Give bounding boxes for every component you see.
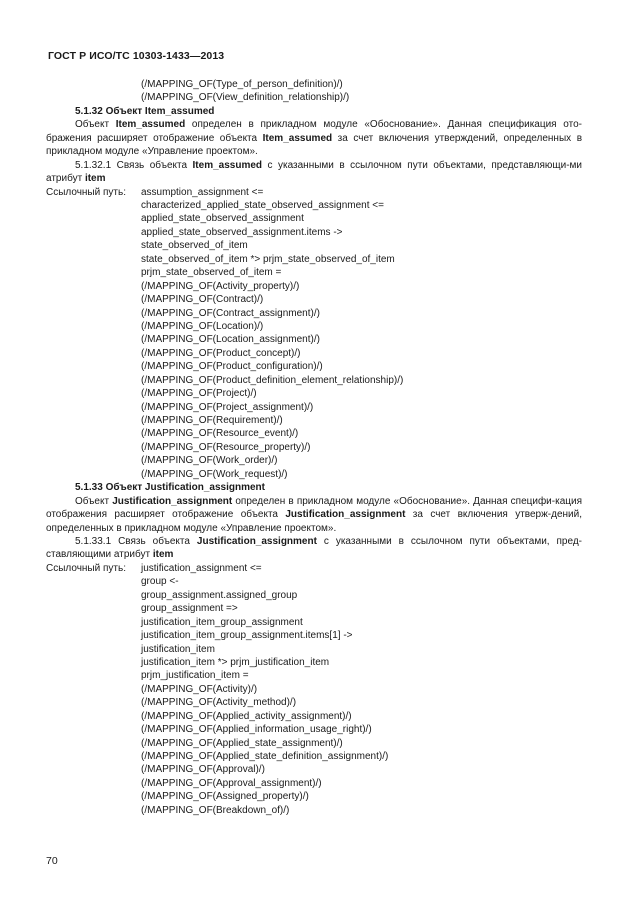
reference-path-line: (/MAPPING_OF(Approval)/): [141, 764, 265, 776]
reference-path-line: (/MAPPING_OF(Applied_state_definition_assignment)/): [141, 751, 389, 763]
paragraph-5-1-33-1: 5.1.33.1 Связь объекта Justification_assignment с указанными в ссылочном пути объектами, пред-ставляющими атрибут item: [46, 536, 582, 561]
paragraph-justification-assignment: Объект Justification_assignment определен в прикладном модуле «Обоснование». Данная специфи-кация отображения расширяет отображение объекта Justification_assignment за счет включения утверж-дений, определенных в прикладном модуле «Управление проектом».: [46, 495, 582, 534]
reference-path-line: (/MAPPING_OF(Resource_event)/): [141, 428, 299, 440]
mapping-line: (/MAPPING_OF(Type_of_person_definition)/): [141, 79, 343, 90]
reference-path-line: (/MAPPING_OF(Product_configuration)/): [141, 361, 323, 373]
reference-path-line: (/MAPPING_OF(Contract_assignment)/): [141, 307, 320, 319]
document-header: ГОСТ Р ИСО/ТС 10303-1433—2013: [48, 50, 225, 62]
section-heading-5-1-33: 5.1.33 Объект Justification_assignment: [75, 482, 265, 494]
reference-path-line: (/MAPPING_OF(Work_request)/): [141, 468, 288, 480]
reference-path-line: characterized_applied_state_observed_assignment <=: [141, 200, 384, 212]
reference-path-line: justification_item_group_assignment.items[1] ->: [141, 630, 353, 642]
page-content: [46, 78, 582, 817]
reference-path-line: (/MAPPING_OF(Location)/): [141, 320, 264, 332]
reference-path-line: prjm_justification_item =: [141, 670, 249, 682]
page-number: 70: [46, 855, 58, 867]
reference-path-line: group_assignment.assigned_group: [141, 589, 298, 601]
reference-path-label: Ссылочный путь:: [46, 186, 126, 198]
reference-path-line: applied_state_observed_assignment.items ->: [141, 226, 343, 238]
reference-path-line: (/MAPPING_OF(Resource_property)/): [141, 441, 311, 453]
reference-path-line: (/MAPPING_OF(Applied_state_assignment)/): [141, 737, 343, 749]
reference-path-line: (/MAPPING_OF(Product_definition_element_relationship)/): [141, 374, 404, 386]
reference-path-line: (/MAPPING_OF(Product_concept)/): [141, 347, 301, 359]
reference-path-line: (/MAPPING_OF(Assigned_property)/): [141, 791, 309, 803]
reference-path-line: (/MAPPING_OF(Contract)/): [141, 294, 264, 306]
paragraph-item-assumed: Объект Item_assumed определен в прикладном модуле «Обоснование». Данная спецификация ото-бражения расширяет отображение объекта Item_assumed за счет включения утверждений, определенных в прикладном модуле «Управление проектом».: [46, 119, 582, 158]
reference-path-line: prjm_state_observed_of_item =: [141, 267, 282, 279]
reference-path-row: [46, 562, 582, 575]
reference-path-line: group <-: [141, 576, 179, 588]
reference-path-line: (/MAPPING_OF(Applied_activity_assignment)/): [141, 710, 352, 722]
reference-path-line: state_observed_of_item *> prjm_state_observed_of_item: [141, 253, 395, 265]
reference-path-line: justification_item *> prjm_justification_item: [141, 656, 330, 668]
reference-path-line: (/MAPPING_OF(Activity_property)/): [141, 280, 300, 292]
reference-path-line: (/MAPPING_OF(Approval_assignment)/): [141, 777, 322, 789]
section-heading-5-1-32: 5.1.32 Объект Item_assumed: [75, 105, 215, 117]
reference-path-line: justification_assignment <=: [141, 562, 262, 574]
reference-path-line: (/MAPPING_OF(Requirement)/): [141, 415, 283, 427]
mapping-line: (/MAPPING_OF(View_definition_relationship)/): [141, 92, 350, 104]
reference-path-line: (/MAPPING_OF(Location_assignment)/): [141, 334, 320, 346]
reference-path-line: group_assignment =>: [141, 603, 238, 615]
reference-path-row: [46, 186, 582, 199]
reference-path-line: (/MAPPING_OF(Applied_information_usage_right)/): [141, 724, 372, 736]
reference-path-label: Ссылочный путь:: [46, 562, 126, 574]
reference-path-line: assumption_assignment <=: [141, 186, 264, 198]
reference-path-line: justification_item_group_assignment: [141, 616, 303, 628]
reference-path-line: (/MAPPING_OF(Work_order)/): [141, 455, 278, 467]
reference-path-line: justification_item: [141, 643, 215, 655]
reference-path-list: [46, 575, 582, 817]
reference-path-line: state_observed_of_item: [141, 240, 248, 252]
reference-path-line: (/MAPPING_OF(Activity)/): [141, 683, 258, 695]
reference-path-line: (/MAPPING_OF(Activity_method)/): [141, 697, 297, 709]
reference-path-list: [46, 199, 582, 481]
reference-path-line: (/MAPPING_OF(Project)/): [141, 388, 257, 400]
reference-path-line: (/MAPPING_OF(Breakdown_of)/): [141, 804, 290, 816]
reference-path-line: (/MAPPING_OF(Project_assignment)/): [141, 401, 314, 413]
reference-path-line: applied_state_observed_assignment: [141, 213, 304, 225]
paragraph-5-1-32-1: 5.1.32.1 Связь объекта Item_assumed с указанными в ссылочном пути объектами, представляющи-ми атрибут item: [46, 159, 582, 185]
